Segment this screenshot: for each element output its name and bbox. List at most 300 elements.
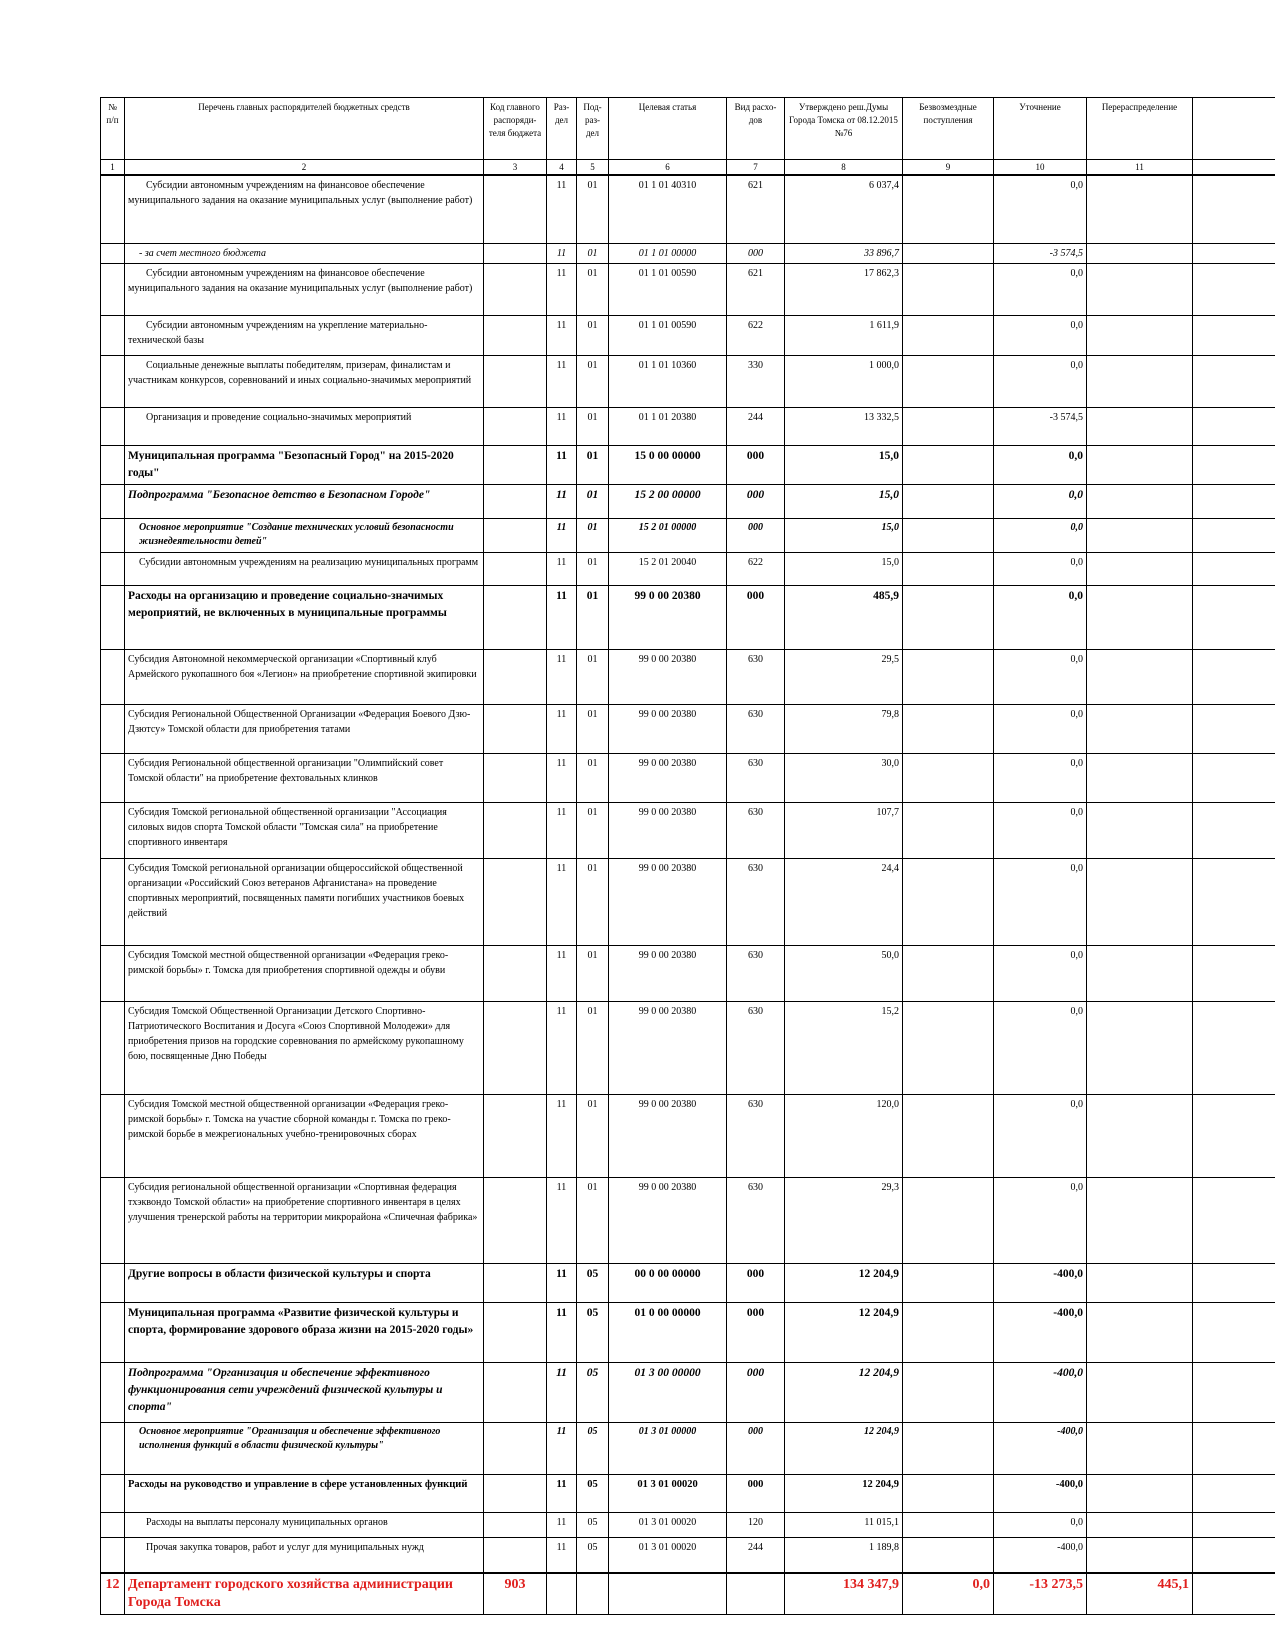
col-number: 7 (727, 160, 785, 176)
row-redistribution (1087, 1302, 1193, 1362)
row-razdel: 11 (547, 1474, 577, 1512)
col-header: Уточнение (994, 98, 1087, 160)
row-redistribution (1087, 552, 1193, 585)
col-header: Раз-дел (547, 98, 577, 160)
table-body (101, 175, 1275, 1615)
row-vr: 621 (727, 175, 785, 243)
row-name: Основное мероприятие "Создание технических условий безопасности жизнедеятельности детей" (125, 518, 484, 552)
col-header: Перечень главных распорядителей бюджетных средств (125, 98, 484, 160)
col-number: 10 (994, 160, 1087, 176)
row-podrazdel: 05 (577, 1537, 609, 1573)
row-target: 01 3 00 00000 (609, 1362, 727, 1422)
row-redistribution (1087, 407, 1193, 445)
row-grants (903, 1362, 994, 1422)
row-podrazdel: 01 (577, 649, 609, 704)
row-podrazdel: 01 (577, 484, 609, 518)
row-clarification: 0,0 (994, 802, 1087, 858)
row-razdel: 11 (547, 407, 577, 445)
row-grants (903, 243, 994, 263)
row-clarification: 0,0 (994, 518, 1087, 552)
row-razdel: 11 (547, 1302, 577, 1362)
row-grants (903, 263, 994, 315)
row-approved: 12 204,9 (785, 1422, 903, 1474)
row-vr: 621 (727, 263, 785, 315)
row-vr: 000 (727, 518, 785, 552)
row-name: Субсидии автономным учреждениям на реализацию муниципальных программ (125, 552, 484, 585)
col-number: 3 (484, 160, 547, 176)
col-number: 2 (125, 160, 484, 176)
row-vr: 120 (727, 1512, 785, 1537)
table-row (101, 1512, 1275, 1537)
row-redistribution (1087, 1474, 1193, 1512)
row-name: Субсидии автономным учреждениям на финансовое обеспечение муниципального задания на оказание муниципальных услуг (выполнение работ) (125, 263, 484, 315)
row-redistribution (1087, 1177, 1193, 1263)
row-razdel: 11 (547, 1512, 577, 1537)
row-approved: 29,3 (785, 1177, 903, 1263)
table-row (101, 1263, 1275, 1302)
table-row (101, 1537, 1275, 1573)
row-target: 15 2 00 00000 (609, 484, 727, 518)
row-approved: 12 204,9 (785, 1263, 903, 1302)
budget-table (100, 97, 1275, 1615)
row-grants (903, 1302, 994, 1362)
row-approved: 15,0 (785, 518, 903, 552)
row-clarification: -400,0 (994, 1422, 1087, 1474)
row-name: Подпрограмма "Организация и обеспечение эффективного функционирования сети учреждений физической культуры и спорта" (125, 1362, 484, 1422)
row-redistribution (1087, 445, 1193, 484)
col-number: 1 (101, 160, 125, 176)
row-grants (903, 585, 994, 649)
department-approved: 134 347,9 (785, 1573, 903, 1615)
table-row (101, 1302, 1275, 1362)
row-target: 01 0 00 00000 (609, 1302, 727, 1362)
row-target: 99 0 00 20380 (609, 753, 727, 802)
row-vr: 244 (727, 1537, 785, 1573)
row-name: Субсидия Томской региональной общественной организации "Ассоциация силовых видов спорта Томской области "Томская сила" на приобретение спортивного инвентаря (125, 802, 484, 858)
row-podrazdel: 05 (577, 1512, 609, 1537)
row-grants (903, 445, 994, 484)
row-grants (903, 1001, 994, 1094)
row-name: Расходы на выплаты персоналу муниципальных органов (125, 1512, 484, 1537)
row-approved: 17 862,3 (785, 263, 903, 315)
row-clarification: 0,0 (994, 858, 1087, 945)
row-clarification: -400,0 (994, 1474, 1087, 1512)
row-approved: 13 332,5 (785, 407, 903, 445)
row-grants (903, 1094, 994, 1177)
row-grants (903, 753, 994, 802)
row-vr: 630 (727, 753, 785, 802)
row-target: 99 0 00 20380 (609, 585, 727, 649)
row-redistribution (1087, 649, 1193, 704)
row-redistribution (1087, 704, 1193, 753)
row-target: 01 3 01 00020 (609, 1474, 727, 1512)
row-podrazdel: 01 (577, 802, 609, 858)
table-row (101, 704, 1275, 753)
row-grants (903, 1474, 994, 1512)
row-clarification: 0,0 (994, 1094, 1087, 1177)
row-approved: 1 000,0 (785, 355, 903, 407)
row-podrazdel: 01 (577, 518, 609, 552)
table-row (101, 407, 1275, 445)
row-podrazdel: 01 (577, 355, 609, 407)
row-podrazdel: 01 (577, 243, 609, 263)
col-header-extra (1193, 98, 1275, 160)
row-podrazdel: 01 (577, 704, 609, 753)
col-number: 9 (903, 160, 994, 176)
row-name: Социальные денежные выплаты победителям, призерам, финалистам и участникам конкурсов, соревнований и иных социально-значимых мероприятий (125, 355, 484, 407)
row-name: - за счет местного бюджета (125, 243, 484, 263)
row-razdel: 11 (547, 753, 577, 802)
row-name: Расходы на организацию и проведение социально-значимых мероприятий, не включенных в муниципальные программы (125, 585, 484, 649)
header-row (101, 98, 1275, 160)
table-row (101, 753, 1275, 802)
row-clarification: 0,0 (994, 704, 1087, 753)
row-clarification: 0,0 (994, 175, 1087, 243)
row-grants (903, 649, 994, 704)
table-row (101, 1001, 1275, 1094)
row-redistribution (1087, 355, 1193, 407)
row-clarification: 0,0 (994, 315, 1087, 355)
col-header: Целевая статья (609, 98, 727, 160)
table-row (101, 484, 1275, 518)
row-razdel: 11 (547, 1422, 577, 1474)
row-approved: 120,0 (785, 1094, 903, 1177)
row-vr: 000 (727, 585, 785, 649)
row-redistribution (1087, 315, 1193, 355)
row-clarification: 0,0 (994, 753, 1087, 802)
row-razdel: 11 (547, 858, 577, 945)
row-podrazdel: 01 (577, 407, 609, 445)
row-target: 01 3 01 00020 (609, 1512, 727, 1537)
row-name: Организация и проведение социально-значимых мероприятий (125, 407, 484, 445)
department-code: 903 (484, 1573, 547, 1615)
row-clarification: 0,0 (994, 585, 1087, 649)
row-podrazdel: 01 (577, 858, 609, 945)
row-name: Другие вопросы в области физической культуры и спорта (125, 1263, 484, 1302)
row-razdel: 11 (547, 1094, 577, 1177)
table-row (101, 1474, 1275, 1512)
row-podrazdel: 01 (577, 552, 609, 585)
table-row (101, 552, 1275, 585)
row-podrazdel: 01 (577, 315, 609, 355)
row-target: 15 2 01 20040 (609, 552, 727, 585)
row-razdel: 11 (547, 552, 577, 585)
row-clarification: -400,0 (994, 1362, 1087, 1422)
row-approved: 12 204,9 (785, 1474, 903, 1512)
row-podrazdel: 05 (577, 1302, 609, 1362)
department-name: Департамент городского хозяйства администрации Города Томска (125, 1573, 484, 1615)
row-vr: 630 (727, 802, 785, 858)
column-number-row (101, 160, 1275, 176)
row-grants (903, 1422, 994, 1474)
table-row (101, 945, 1275, 1001)
row-clarification: 0,0 (994, 1177, 1087, 1263)
table-row (101, 858, 1275, 945)
row-approved: 50,0 (785, 945, 903, 1001)
row-podrazdel: 01 (577, 585, 609, 649)
row-redistribution (1087, 753, 1193, 802)
row-redistribution (1087, 263, 1193, 315)
row-name: Субсидии автономным учреждениям на финансовое обеспечение муниципального задания на оказание муниципальных услуг (выполнение работ) (125, 175, 484, 243)
row-razdel: 11 (547, 649, 577, 704)
row-grants (903, 552, 994, 585)
row-clarification: 0,0 (994, 1001, 1087, 1094)
row-redistribution (1087, 1422, 1193, 1474)
row-redistribution (1087, 1537, 1193, 1573)
row-redistribution (1087, 802, 1193, 858)
row-razdel: 11 (547, 1177, 577, 1263)
row-grants (903, 1177, 994, 1263)
row-target: 99 0 00 20380 (609, 1001, 727, 1094)
row-target: 15 2 01 00000 (609, 518, 727, 552)
row-clarification: -400,0 (994, 1302, 1087, 1362)
row-razdel: 11 (547, 243, 577, 263)
row-grants (903, 355, 994, 407)
table-row (101, 649, 1275, 704)
table-row (101, 1362, 1275, 1422)
row-target: 15 0 00 00000 (609, 445, 727, 484)
row-vr: 630 (727, 858, 785, 945)
row-name: Субсидия Томской региональной организации общероссийской общественной организации «Российский Союз ветеранов Афганистана» на проведение спортивных мероприятий, посвященных памяти погибших участников боевых действий (125, 858, 484, 945)
row-approved: 1 189,8 (785, 1537, 903, 1573)
row-razdel: 11 (547, 355, 577, 407)
row-approved: 33 896,7 (785, 243, 903, 263)
row-target: 01 3 01 00000 (609, 1422, 727, 1474)
row-vr: 630 (727, 704, 785, 753)
row-redistribution (1087, 243, 1193, 263)
row-approved: 15,0 (785, 484, 903, 518)
row-razdel: 11 (547, 518, 577, 552)
table-row (101, 243, 1275, 263)
row-grants (903, 175, 994, 243)
row-grants (903, 945, 994, 1001)
row-grants (903, 315, 994, 355)
row-approved: 15,0 (785, 552, 903, 585)
row-target: 99 0 00 20380 (609, 649, 727, 704)
row-vr: 000 (727, 445, 785, 484)
row-razdel: 11 (547, 484, 577, 518)
table-row (101, 1422, 1275, 1474)
table-row (101, 355, 1275, 407)
row-name: Муниципальная программа «Развитие физической культуры и спорта, формирование здорового образа жизни на 2015-2020 годы» (125, 1302, 484, 1362)
row-redistribution (1087, 175, 1193, 243)
table-row (101, 802, 1275, 858)
department-row (101, 1573, 1275, 1615)
col-number-extra (1193, 160, 1275, 176)
row-podrazdel: 05 (577, 1474, 609, 1512)
row-redistribution (1087, 945, 1193, 1001)
col-number: 6 (609, 160, 727, 176)
col-header: Перераспределение (1087, 98, 1193, 160)
col-number: 4 (547, 160, 577, 176)
row-redistribution (1087, 1094, 1193, 1177)
row-target: 01 1 01 00590 (609, 315, 727, 355)
row-target: 99 0 00 20380 (609, 704, 727, 753)
col-number: 5 (577, 160, 609, 176)
row-razdel: 11 (547, 263, 577, 315)
row-razdel: 11 (547, 1362, 577, 1422)
row-approved: 6 037,4 (785, 175, 903, 243)
row-razdel: 11 (547, 315, 577, 355)
row-vr: 622 (727, 552, 785, 585)
row-vr: 000 (727, 1263, 785, 1302)
row-grants (903, 704, 994, 753)
row-podrazdel: 05 (577, 1422, 609, 1474)
table-row (101, 175, 1275, 243)
row-approved: 15,2 (785, 1001, 903, 1094)
row-grants (903, 1537, 994, 1573)
row-vr: 622 (727, 315, 785, 355)
department-number: 12 (101, 1573, 125, 1615)
row-clarification: -3 574,5 (994, 407, 1087, 445)
table-row (101, 518, 1275, 552)
row-razdel: 11 (547, 704, 577, 753)
row-clarification: 0,0 (994, 263, 1087, 315)
row-clarification: -3 574,5 (994, 243, 1087, 263)
row-target: 01 3 01 00020 (609, 1537, 727, 1573)
row-redistribution (1087, 1001, 1193, 1094)
row-name: Субсидия Томской местной общественной организации «Федерация греко-римской борьбы» г. Томска для приобретения спортивной одежды и обуви (125, 945, 484, 1001)
col-header: Код главного распоряди-теля бюджета (484, 98, 547, 160)
department-grants: 0,0 (903, 1573, 994, 1615)
row-vr: 330 (727, 355, 785, 407)
row-name: Субсидия Томской Общественной Организации Детского Спортивно-Патриотического Воспитания и Досуга «Союз Спортивной Молодежи» для приобретения призов на городские соревнования по армейскому рукопашному бою, посвященные Дню Победы (125, 1001, 484, 1094)
row-razdel: 11 (547, 1537, 577, 1573)
row-redistribution (1087, 585, 1193, 649)
row-podrazdel: 05 (577, 1263, 609, 1302)
row-razdel: 11 (547, 445, 577, 484)
row-grants (903, 484, 994, 518)
row-vr: 000 (727, 243, 785, 263)
row-target: 99 0 00 20380 (609, 1094, 727, 1177)
row-redistribution (1087, 1512, 1193, 1537)
row-grants (903, 518, 994, 552)
row-name: Прочая закупка товаров, работ и услуг для муниципальных нужд (125, 1537, 484, 1573)
row-vr: 000 (727, 1422, 785, 1474)
row-approved: 12 204,9 (785, 1362, 903, 1422)
row-clarification: 0,0 (994, 1512, 1087, 1537)
row-grants (903, 802, 994, 858)
row-clarification: 0,0 (994, 355, 1087, 407)
row-grants (903, 407, 994, 445)
row-podrazdel: 01 (577, 945, 609, 1001)
row-podrazdel: 01 (577, 1001, 609, 1094)
row-target: 99 0 00 20380 (609, 802, 727, 858)
row-vr: 630 (727, 1094, 785, 1177)
col-header: Утверждено реш.Думы Города Томска от 08.12.2015 №76 (785, 98, 903, 160)
row-podrazdel: 01 (577, 1177, 609, 1263)
row-target: 00 0 00 00000 (609, 1263, 727, 1302)
row-clarification: -400,0 (994, 1537, 1087, 1573)
row-clarification: -400,0 (994, 1263, 1087, 1302)
row-vr: 630 (727, 1177, 785, 1263)
row-vr: 244 (727, 407, 785, 445)
row-vr: 000 (727, 1474, 785, 1512)
row-vr: 000 (727, 484, 785, 518)
row-target: 01 1 01 10360 (609, 355, 727, 407)
row-approved: 24,4 (785, 858, 903, 945)
row-name: Муниципальная программа "Безопасный Город" на 2015-2020 годы" (125, 445, 484, 484)
row-approved: 12 204,9 (785, 1302, 903, 1362)
table-row (101, 1177, 1275, 1263)
row-name: Субсидия Автономной некоммерческой организации «Спортивный клуб Армейского рукопашного боя «Легион» на приобретение спортивной экипировки (125, 649, 484, 704)
row-target: 01 1 01 40310 (609, 175, 727, 243)
row-grants (903, 1512, 994, 1537)
row-grants (903, 1263, 994, 1302)
row-podrazdel: 01 (577, 263, 609, 315)
col-number: 8 (785, 160, 903, 176)
department-redistribution: 445,1 (1087, 1573, 1193, 1615)
row-target: 99 0 00 20380 (609, 1177, 727, 1263)
row-name: Подпрограмма "Безопасное детство в Безопасном Городе" (125, 484, 484, 518)
col-header: Вид расхо-дов (727, 98, 785, 160)
row-approved: 485,9 (785, 585, 903, 649)
row-approved: 30,0 (785, 753, 903, 802)
row-grants (903, 858, 994, 945)
row-target: 01 1 01 00590 (609, 263, 727, 315)
row-target: 99 0 00 20380 (609, 858, 727, 945)
row-approved: 29,5 (785, 649, 903, 704)
row-vr: 000 (727, 1362, 785, 1422)
row-approved: 107,7 (785, 802, 903, 858)
row-redistribution (1087, 1263, 1193, 1302)
department-clarification: -13 273,5 (994, 1573, 1087, 1615)
row-name: Основное мероприятие "Организация и обеспечение эффективного исполнения функций в области физической культуры" (125, 1422, 484, 1474)
row-vr: 630 (727, 945, 785, 1001)
table-row (101, 315, 1275, 355)
row-clarification: 0,0 (994, 649, 1087, 704)
table-row (101, 445, 1275, 484)
row-approved: 1 611,9 (785, 315, 903, 355)
row-redistribution (1087, 1362, 1193, 1422)
row-podrazdel: 01 (577, 753, 609, 802)
row-clarification: 0,0 (994, 484, 1087, 518)
row-approved: 15,0 (785, 445, 903, 484)
col-header: Под-раз-дел (577, 98, 609, 160)
col-header: № п/п (101, 98, 125, 160)
row-target: 01 1 01 00000 (609, 243, 727, 263)
row-redistribution (1087, 518, 1193, 552)
row-vr: 630 (727, 1001, 785, 1094)
row-vr: 630 (727, 649, 785, 704)
row-approved: 11 015,1 (785, 1512, 903, 1537)
row-target: 01 1 01 20380 (609, 407, 727, 445)
row-target: 99 0 00 20380 (609, 945, 727, 1001)
budget-sheet (100, 97, 1275, 1650)
table-row (101, 263, 1275, 315)
row-razdel: 11 (547, 1263, 577, 1302)
row-podrazdel: 01 (577, 445, 609, 484)
col-number: 11 (1087, 160, 1193, 176)
row-clarification: 0,0 (994, 945, 1087, 1001)
col-header: Безвозмездные поступления (903, 98, 994, 160)
row-clarification: 0,0 (994, 445, 1087, 484)
row-razdel: 11 (547, 175, 577, 243)
row-podrazdel: 01 (577, 1094, 609, 1177)
row-name: Субсидия Региональной Общественной Организации «Федерация Боевого Дзю-Дзютсу» Томской области для приобретения татами (125, 704, 484, 753)
row-redistribution (1087, 858, 1193, 945)
row-name: Субсидия Региональной общественной организации "Олимпийский совет Томской области" на приобретение фехтовальных клинков (125, 753, 484, 802)
row-name: Субсидия Томской местной общественной организации «Федерация греко-римской борьбы» г. Томска на участие сборной команды г. Томска по греко-римской борьбе в межрегиональных учебно-тренировочных сборах (125, 1094, 484, 1177)
row-clarification: 0,0 (994, 552, 1087, 585)
row-razdel: 11 (547, 585, 577, 649)
table-row (101, 1094, 1275, 1177)
row-name: Субсидии автономным учреждениям на укрепление материально-технической базы (125, 315, 484, 355)
row-podrazdel: 01 (577, 175, 609, 243)
row-podrazdel: 05 (577, 1362, 609, 1422)
row-razdel: 11 (547, 1001, 577, 1094)
row-approved: 79,8 (785, 704, 903, 753)
